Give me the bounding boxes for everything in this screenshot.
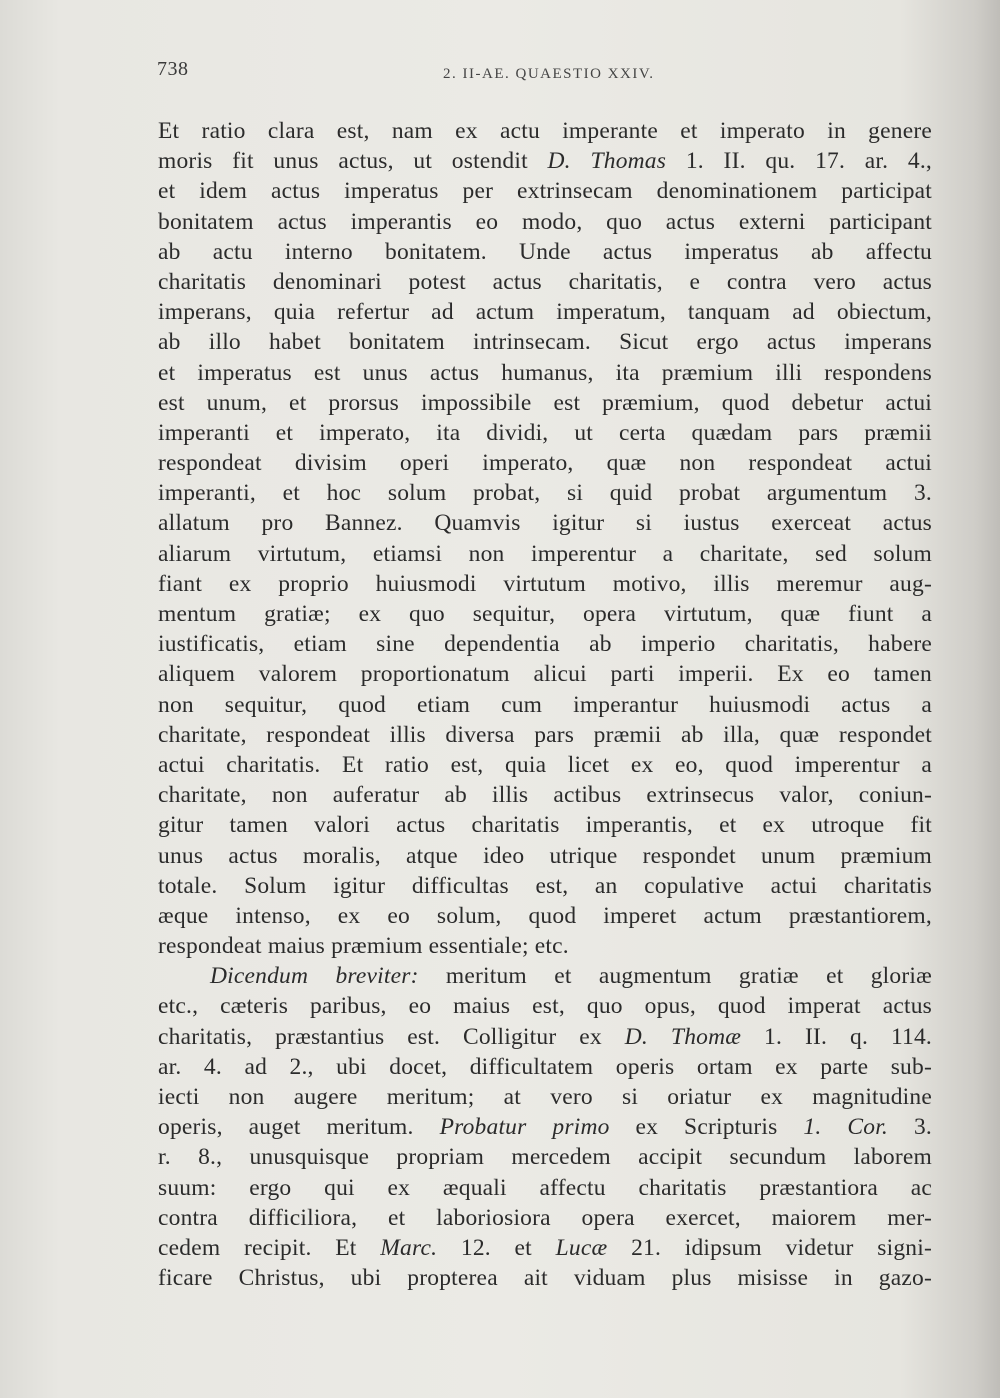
- body-text: [158, 116, 932, 1293]
- text-line: [158, 1052, 932, 1082]
- text-segment: r. 8., unusquisque propriam mercedem accipit secundum laborem: [158, 1144, 932, 1171]
- running-head: 2. II-AE. QUAESTIO XXIV.: [443, 66, 655, 82]
- text-line: [158, 176, 932, 206]
- text-segment: moris fit unus actus, ut ostendit: [158, 148, 548, 175]
- text-line: [158, 1112, 932, 1142]
- text-line: [158, 418, 932, 448]
- text-line: [158, 358, 932, 388]
- text-segment: fiant ex proprio huiusmodi virtutum motivo, illis meremur aug-: [158, 570, 932, 597]
- text-segment: etc., cæteris paribus, eo maius est, quo opus, quod imperat actus: [158, 993, 932, 1020]
- text-line: [158, 1082, 932, 1112]
- text-segment: ex Scripturis: [609, 1114, 804, 1141]
- text-segment: contra difficiliora, et laboriosiora opera exercet, maiorem mer-: [158, 1204, 932, 1231]
- text-segment: et imperatus est unus actus humanus, ita præmium illi respondens: [158, 359, 932, 386]
- text-line: [158, 780, 932, 810]
- text-segment: 3.: [888, 1114, 932, 1141]
- page-number: 738: [157, 58, 189, 80]
- text-line: [158, 297, 932, 327]
- text-segment: bonitatem actus imperantis eo modo, quo actus externi participant: [158, 208, 932, 235]
- text-line: [158, 1022, 932, 1052]
- text-segment: 1. II. qu. 17. ar. 4.,: [666, 148, 932, 175]
- text-segment: respondeat maius præmium essentiale; etc.: [158, 933, 569, 960]
- text-segment: iustificatis, etiam sine dependentia ab imperio charitatis, habere: [158, 631, 932, 658]
- italic-text-segment: Probatur primo: [439, 1114, 610, 1141]
- text-line: [158, 569, 932, 599]
- text-line: [158, 388, 932, 418]
- text-segment: charitate, respondeat illis diversa pars præmii ab illa, quæ respondet: [158, 721, 932, 748]
- italic-text-segment: D. Thomas: [547, 148, 667, 175]
- text-line: [158, 931, 932, 961]
- text-segment: Et ratio clara est, nam ex actu imperante et imperato in genere: [158, 118, 932, 144]
- text-segment: ab actu interno bonitatem. Unde actus imperatus ab affectu: [158, 238, 932, 265]
- text-segment: mentum gratiæ; ex quo sequitur, opera virtutum, quæ fiunt a: [158, 601, 932, 627]
- text-line: [158, 1233, 932, 1263]
- text-line: [158, 327, 932, 357]
- text-segment: æque intenso, ex eo solum, quod imperet actum præstantiorem,: [158, 902, 932, 929]
- italic-text-segment: Lucæ: [555, 1234, 608, 1261]
- text-line: [158, 1263, 932, 1293]
- text-segment: iecti non augere meritum; at vero si oriatur ex magnitudine: [158, 1084, 932, 1110]
- paragraph: [158, 116, 932, 961]
- text-line: [158, 659, 932, 689]
- text-segment: imperanti et imperato, ita dividi, ut certa quædam pars præmii: [158, 419, 932, 446]
- text-line: [158, 448, 932, 478]
- text-line: [158, 207, 932, 237]
- text-line: [158, 871, 932, 901]
- text-segment: aliarum virtutum, etiamsi non imperentur a charitate, sed solum: [158, 540, 932, 567]
- text-line: [158, 629, 932, 659]
- text-line: [158, 146, 932, 176]
- text-segment: aliquem valorem proportionatum alicui parti imperii. Ex eo tamen: [158, 661, 932, 688]
- text-segment: charitatis, præstantius est. Colligitur ex: [158, 1023, 625, 1050]
- text-segment: imperanti, et hoc solum probat, si quid probat argumentum 3.: [158, 480, 932, 507]
- italic-text-segment: Marc.: [380, 1234, 438, 1261]
- paragraph: [158, 961, 932, 1293]
- text-segment: ficare Christus, ubi propterea ait viduam plus misisse in gazo-: [158, 1265, 932, 1292]
- text-segment: suum: ergo qui ex æquali affectu charitatis præstantiora ac: [158, 1174, 932, 1201]
- text-segment: est unum, et prorsus impossibile est præmium, quod debetur actui: [158, 389, 932, 416]
- text-segment: allatum pro Bannez. Quamvis igitur si iustus exerceat actus: [158, 510, 932, 537]
- text-segment: 12. et: [437, 1234, 556, 1261]
- text-line: [158, 961, 932, 991]
- text-line: [158, 810, 932, 840]
- text-segment: 21. idipsum videtur signi-: [607, 1234, 933, 1261]
- text-line: [158, 1142, 932, 1172]
- text-segment: cedem recipit. Et: [158, 1234, 381, 1261]
- text-segment: imperans, quia refertur ad actum imperatum, tanquam ad obiectum,: [158, 299, 932, 326]
- text-line: [158, 599, 932, 629]
- text-line: [158, 539, 932, 569]
- text-line: [158, 991, 932, 1021]
- text-segment: unus actus moralis, atque ideo utrique respondet unum præmium: [158, 842, 932, 869]
- text-line: [158, 1173, 932, 1203]
- italic-text-segment: 1. Cor.: [803, 1114, 889, 1141]
- page-header: [155, 58, 935, 88]
- text-line: [158, 116, 932, 146]
- text-segment: totale. Solum igitur difficultas est, an copulative actui charitatis: [158, 872, 932, 899]
- text-segment: gitur tamen valori actus charitatis imperantis, et ex utroque fit: [158, 812, 932, 839]
- text-segment: actui charitatis. Et ratio est, quia licet ex eo, quod imperentur a: [158, 751, 932, 778]
- text-line: [158, 508, 932, 538]
- text-segment: charitatis denominari potest actus charitatis, e contra vero actus: [158, 268, 932, 295]
- text-line: [158, 720, 932, 750]
- text-segment: ar. 4. ad 2., ubi docet, difficultatem operis ortam ex parte sub-: [158, 1053, 932, 1080]
- text-segment: ab illo habet bonitatem intrinsecam. Sicut ergo actus imperans: [158, 329, 932, 356]
- text-segment: et idem actus imperatus per extrinsecam denominationem participat: [158, 178, 932, 205]
- italic-text-segment: Dicendum breviter:: [210, 963, 419, 990]
- text-segment: operis, auget meritum.: [158, 1114, 440, 1141]
- text-line: [158, 1203, 932, 1233]
- text-line: [158, 901, 932, 931]
- text-line: [158, 267, 932, 297]
- italic-text-segment: D. Thomæ: [624, 1023, 742, 1050]
- text-segment: charitate, non auferatur ab illis actibus extrinsecus valor, coniun-: [158, 782, 932, 809]
- text-segment: 1. II. q. 114.: [741, 1023, 933, 1050]
- text-line: [158, 841, 932, 871]
- text-segment: non sequitur, quod etiam cum imperantur huiusmodi actus a: [158, 691, 932, 718]
- text-line: [158, 478, 932, 508]
- text-segment: meritum et augmentum gratiæ et gloriæ: [418, 963, 932, 990]
- text-segment: respondeat divisim operi imperato, quæ non respondeat actui: [158, 450, 932, 477]
- text-line: [158, 690, 932, 720]
- text-line: [158, 750, 932, 780]
- text-line: [158, 237, 932, 267]
